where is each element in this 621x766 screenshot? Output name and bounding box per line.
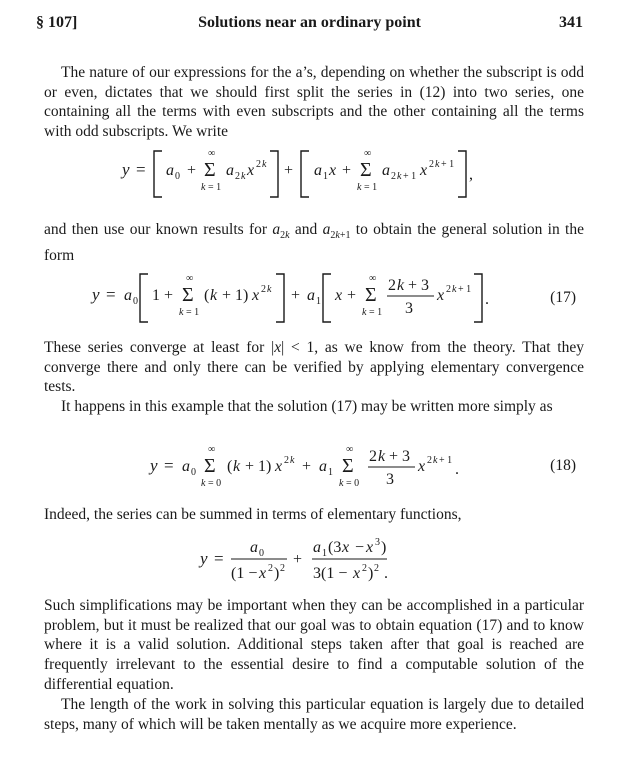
svg-text:+: + [293, 551, 303, 568]
svg-text:2: 2 [284, 455, 289, 466]
svg-text:=: = [106, 285, 116, 304]
svg-text:x: x [420, 162, 428, 179]
svg-text:k: k [290, 455, 295, 466]
svg-text:= 1: = 1 [369, 307, 383, 318]
svg-text:2: 2 [427, 455, 432, 466]
equation-18 [44, 440, 584, 498]
svg-text:a: a [307, 287, 315, 304]
page-number: 341 [559, 14, 583, 31]
svg-text:(3: (3 [328, 539, 342, 556]
svg-text:Σ: Σ [360, 159, 372, 181]
svg-text:.: . [455, 461, 459, 478]
svg-text:a: a [166, 162, 174, 179]
paragraph-3: These series converge at least for |x| < 1, as we know from the theory. That they converge there and only there can be verified by applying elementary convergence tests. [44, 339, 584, 396]
svg-text:k: k [241, 171, 246, 182]
svg-text:1: 1 [323, 171, 328, 182]
svg-text:a: a [250, 539, 258, 556]
svg-text:): ) [368, 565, 374, 582]
svg-text:+ 1: + 1 [441, 159, 455, 170]
svg-text:a: a [314, 162, 322, 179]
svg-text:1: 1 [328, 467, 333, 478]
svg-text:= 1: = 1 [364, 182, 378, 193]
svg-text:= 1: = 1 [186, 307, 200, 318]
svg-text:a: a [313, 539, 321, 556]
svg-text:2: 2 [261, 284, 266, 295]
svg-text:k: k [435, 159, 440, 170]
svg-text:2: 2 [362, 563, 367, 574]
svg-text:a: a [124, 287, 132, 304]
svg-text:∞: ∞ [186, 273, 194, 284]
svg-text:k: k [201, 182, 206, 193]
section-marker: § 107] [36, 14, 78, 31]
svg-text:): ) [381, 539, 387, 556]
svg-text:k: k [210, 287, 218, 304]
svg-text:x: x [353, 565, 361, 582]
svg-text:=: = [136, 160, 146, 179]
svg-text:1: 1 [322, 548, 327, 559]
svg-text:x: x [329, 162, 337, 179]
svg-text:+ 1: + 1 [458, 284, 472, 295]
svg-text:x: x [247, 162, 255, 179]
svg-text:Σ: Σ [365, 284, 377, 306]
svg-text:∞: ∞ [369, 273, 377, 284]
svg-text:y: y [92, 285, 100, 304]
svg-text:x: x [275, 458, 283, 475]
svg-text:0: 0 [133, 296, 138, 307]
svg-text:∞: ∞ [346, 444, 354, 455]
svg-text:x: x [418, 458, 426, 475]
svg-text:+: + [302, 458, 312, 475]
svg-text:3(1 −: 3(1 − [313, 565, 348, 582]
svg-text:∞: ∞ [364, 148, 372, 159]
running-title: Solutions near an ordinary point [198, 14, 421, 31]
svg-text:2: 2 [235, 171, 240, 182]
svg-text:1: 1 [316, 296, 321, 307]
svg-text:0: 0 [259, 548, 264, 559]
equation-18-render [44, 440, 584, 498]
equation-17-label: (17) [550, 289, 576, 306]
svg-text:+ 3: + 3 [389, 448, 411, 465]
equation-split-render [44, 145, 584, 207]
svg-text:2: 2 [280, 563, 285, 574]
svg-text:3: 3 [405, 300, 413, 317]
equation-18-label: (18) [550, 457, 576, 474]
svg-text:y: y [200, 549, 208, 568]
svg-text:2: 2 [429, 159, 434, 170]
svg-text:k: k [433, 455, 438, 466]
svg-text:a: a [182, 458, 190, 475]
svg-text:=: = [164, 456, 174, 475]
svg-text:1: 1 [152, 287, 160, 304]
svg-text:x: x [252, 287, 260, 304]
svg-text:k: k [267, 284, 272, 295]
paragraph-6: Such simplifications may be important when they can be accomplished in a particular problem, but it must be realized that our goal was to obtain equation (17) and to know where it is a valid solution. Additional steps taken after that goal is reached are frequently irrelevant to the essential desire to find a computable solution of the differential equation. [44, 597, 584, 693]
equation-closed-form [44, 530, 584, 590]
svg-text:a: a [382, 162, 390, 179]
svg-text:+ 1): + 1) [245, 458, 272, 475]
paragraph-4: It happens in this example that the solution (17) may be written more simply as [61, 398, 553, 415]
svg-text:+ 1: + 1 [439, 455, 453, 466]
svg-text:Σ: Σ [342, 455, 354, 477]
svg-text:k: k [339, 478, 344, 489]
svg-text:k: k [233, 458, 241, 475]
svg-text:=: = [214, 549, 224, 568]
svg-text:y: y [122, 160, 130, 179]
svg-text:= 1: = 1 [208, 182, 222, 193]
svg-text:y: y [150, 456, 158, 475]
equation-17 [44, 268, 584, 328]
svg-text:,: , [469, 166, 473, 183]
svg-text:+ 3: + 3 [408, 277, 430, 294]
svg-text:∞: ∞ [208, 148, 216, 159]
svg-text:+: + [347, 287, 357, 304]
svg-text:+: + [284, 162, 294, 179]
svg-text:2: 2 [391, 171, 396, 182]
svg-text:0: 0 [175, 171, 180, 182]
svg-text:2: 2 [369, 448, 377, 465]
svg-text:k: k [262, 159, 267, 170]
equation-closed-form-render [44, 530, 584, 590]
svg-text:∞: ∞ [208, 444, 216, 455]
svg-text:Σ: Σ [204, 159, 216, 181]
svg-text:= 0: = 0 [208, 478, 222, 489]
paragraph-7: The length of the work in solving this particular equation is largely due to detailed steps, many of which will be taken mentally as we acquire more experience. [44, 696, 584, 733]
svg-text:+: + [187, 162, 197, 179]
svg-text:k: k [397, 277, 405, 294]
svg-text:3: 3 [386, 471, 394, 488]
svg-text:x: x [259, 565, 267, 582]
svg-text:+ 1: + 1 [403, 171, 417, 182]
svg-text:2: 2 [256, 159, 261, 170]
paragraph-1: The nature of our expressions for the a’s, depending on whether the subscript is odd or even, dictates that we should first split the series in (12) into two series, one containing all the terms with even subscripts and the other containing all the terms with odd subscripts. We write [44, 64, 584, 141]
svg-text:x: x [366, 539, 374, 556]
svg-text:k: k [201, 478, 206, 489]
svg-text:k: k [378, 448, 386, 465]
svg-text:x: x [342, 539, 350, 556]
svg-text:+: + [291, 287, 301, 304]
svg-text:= 0: = 0 [346, 478, 360, 489]
svg-text:(1 −: (1 − [231, 565, 258, 582]
svg-text:(: ( [204, 287, 210, 304]
svg-text:a: a [319, 458, 327, 475]
svg-text:a: a [226, 162, 234, 179]
svg-text:.: . [384, 565, 388, 582]
svg-text:k: k [397, 171, 402, 182]
svg-text:2: 2 [388, 277, 396, 294]
paragraph-2: and then use our known results for $a_{2k}$ and $a_{2k+1}$ to obtain the general solution in the form [44, 221, 584, 264]
svg-text:x: x [437, 287, 445, 304]
svg-text:+: + [164, 287, 174, 304]
svg-text:+: + [342, 162, 352, 179]
svg-text:.: . [485, 291, 489, 308]
svg-text:Σ: Σ [182, 284, 194, 306]
equation-17-render [44, 268, 584, 328]
svg-text:3: 3 [375, 537, 380, 548]
svg-text:2: 2 [446, 284, 451, 295]
svg-text:k: k [362, 307, 367, 318]
svg-text:0: 0 [191, 467, 196, 478]
svg-text:k: k [179, 307, 184, 318]
svg-text:+ 1): + 1) [222, 287, 249, 304]
svg-text:Σ: Σ [204, 455, 216, 477]
svg-text:−: − [355, 539, 365, 556]
svg-text:2: 2 [374, 563, 379, 574]
paragraph-5: Indeed, the series can be summed in terms of elementary functions, [44, 506, 462, 523]
svg-text:k: k [357, 182, 362, 193]
svg-text:2: 2 [268, 563, 273, 574]
equation-split [44, 145, 584, 207]
svg-text:): ) [274, 565, 280, 582]
svg-text:(: ( [227, 458, 233, 475]
svg-text:x: x [335, 287, 343, 304]
svg-text:k: k [452, 284, 457, 295]
running-header [36, 14, 583, 38]
